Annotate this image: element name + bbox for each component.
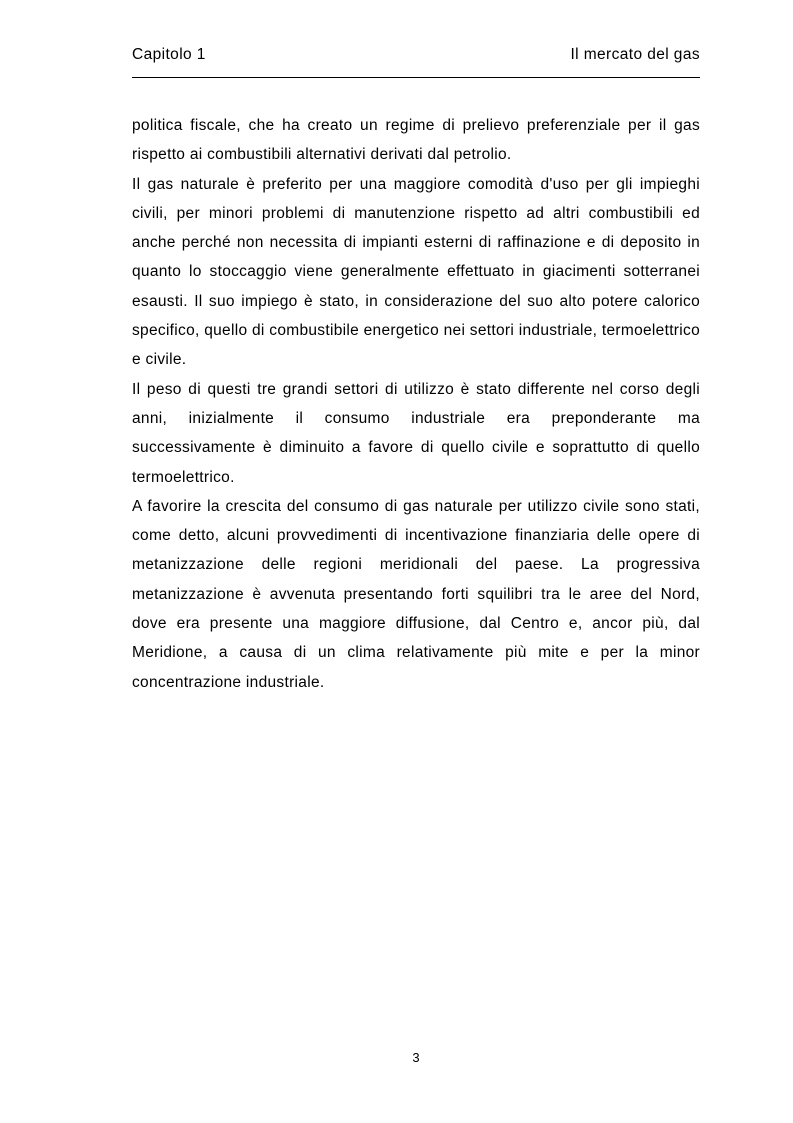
paragraph: politica fiscale, che ha creato un regime di prelievo preferenziale per il gas rispetto ai combustibili alternativi derivati dal petrolio. — [132, 117, 700, 164]
paragraph: Il peso di questi tre grandi settori di utilizzo è stato differente nel corso degli anni, inizialmente il consumo industriale era preponderante ma successivamente è diminuito a favore di quello civile e soprattutto di quello termoelettrico. — [132, 380, 700, 486]
header-divider — [132, 77, 700, 78]
body-text — [132, 111, 700, 697]
section-title: Il mercato del gas — [570, 46, 700, 63]
page-number: 3 — [412, 1050, 420, 1065]
paragraph: A favorire la crescita del consumo di gas naturale per utilizzo civile sono stati, come detto, alcuni provvedimenti di incentivazione finanziaria delle opere di metanizzazione delle regioni meridionali del paese. La progressiva metanizzazione è avvenuta presentando forti squilibri tra le aree del Nord, dove era presente una maggiore diffusione, dal Centro e, ancor più, dal Meridione, a causa di un clima relativamente più mite e per la minor concentrazione industriale. — [132, 497, 700, 691]
paragraph: Il gas naturale è preferito per una maggiore comodità d'uso per gli impieghi civili, per minori problemi di manutenzione rispetto ad altri combustibili ed anche perché non necessita di impianti esterni di raffinazione e di deposito in quanto lo stoccaggio viene generalmente effettuato in giacimenti sotterranei esausti. Il suo impiego è stato, in considerazione del suo alto potere calorico specifico, quello di combustibile energetico nei settori industriale, termoelettrico e civile. — [132, 175, 700, 369]
chapter-label: Capitolo 1 — [132, 46, 206, 63]
running-header — [132, 46, 700, 74]
